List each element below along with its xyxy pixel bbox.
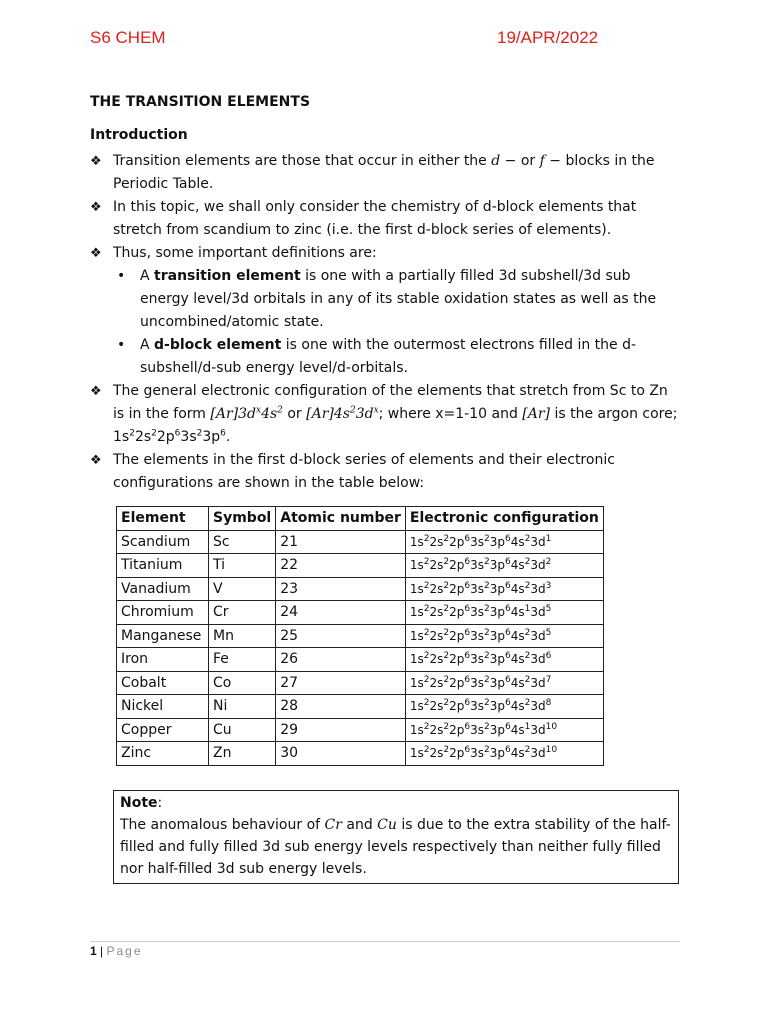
cell-electronic-configuration: $1s^22s^22p^63s^23p^64s^23d^2$ <box>405 554 603 578</box>
cell-symbol: Co <box>209 671 276 695</box>
cell-element: Scandium <box>117 530 209 554</box>
diamond-bullet-icon: ❖ <box>90 154 102 169</box>
footer-separator: | <box>96 944 107 958</box>
cell-element: Zinc <box>117 742 209 766</box>
cell-electronic-configuration: $1s^22s^22p^63s^23p^64s^13d^5$ <box>405 601 603 625</box>
formula-ar-3dx-4s2: $[Ar]3d^x4s^2$ <box>210 405 283 422</box>
cell-element: Cobalt <box>117 671 209 695</box>
cell-electronic-configuration: $1s^22s^22p^63s^23p^64s^23d^1$ <box>405 530 603 554</box>
page-title: THE TRANSITION ELEMENTS <box>90 94 311 110</box>
definition-d-block-element: • A d-block element is one with the outermost electrons filled in the d-subshell/d-sub energy level/d-orbitals. <box>90 334 680 380</box>
cell-element: Vanadium <box>117 577 209 601</box>
column-header-atomic-number: Atomic number <box>276 507 406 531</box>
column-header-element: Element <box>117 507 209 531</box>
column-header-symbol: Symbol <box>209 507 276 531</box>
cell-element: Nickel <box>117 695 209 719</box>
note-label: Note <box>120 795 158 811</box>
table-row <box>117 577 604 601</box>
footer-divider <box>90 941 680 942</box>
cell-symbol: Ti <box>209 554 276 578</box>
cell-atomic-number: 25 <box>276 624 406 648</box>
cell-atomic-number: 23 <box>276 577 406 601</box>
dot-bullet-icon: • <box>117 268 126 284</box>
page-number: 1 <box>90 944 97 958</box>
bullet-general-configuration: ❖ The general electronic configuration of the elements that stretch from Sc to Zn is in the form $[Ar]3d^x4s^2$ or $[Ar]4s^23d^x$; where x=1-10 and [Ar] is the argon core; $1s^22s^22p^63s^23p^6$. <box>90 380 680 449</box>
cell-electronic-configuration: $1s^22s^22p^63s^23p^64s^23d^6$ <box>405 648 603 672</box>
introduction-body <box>90 150 680 495</box>
cell-atomic-number: 27 <box>276 671 406 695</box>
formula-ar-4s2-3dx: $[Ar]4s^23d^x$ <box>306 405 379 422</box>
cell-symbol: Fe <box>209 648 276 672</box>
bullet-table-intro: ❖ The elements in the first d-block series of elements and their electronic configurations are shown in the table below: <box>90 449 680 495</box>
cell-electronic-configuration: $1s^22s^22p^63s^23p^64s^23d^5$ <box>405 624 603 648</box>
diamond-bullet-icon: ❖ <box>90 384 102 399</box>
cell-element: Iron <box>117 648 209 672</box>
page-footer <box>90 944 143 958</box>
diamond-bullet-icon: ❖ <box>90 453 102 468</box>
page-label: Page <box>106 944 143 958</box>
cell-symbol: Ni <box>209 695 276 719</box>
definition-transition-element: • A transition element is one with a partially filled 3d subshell/3d sub energy level/3d orbitals in any of its stable oxidation states as well as the uncombined/atomic state. <box>90 265 680 334</box>
cell-element: Chromium <box>117 601 209 625</box>
header-subject: S6 CHEM <box>90 28 166 47</box>
table-row <box>117 554 604 578</box>
cell-symbol: Zn <box>209 742 276 766</box>
note-text: The anomalous behaviour of Cr and Cu is due to the extra stability of the half-filled and fully filled 3d sub energy levels respectively than neither fully filled nor half-filled 3d sub energy levels. <box>120 817 671 877</box>
bullet-definitions-intro: ❖ Thus, some important definitions are: <box>90 242 680 265</box>
table-row <box>117 718 604 742</box>
cell-symbol: Sc <box>209 530 276 554</box>
cell-element: Manganese <box>117 624 209 648</box>
table-row <box>117 648 604 672</box>
note-box: Note: The anomalous behaviour of Cr and Cu is due to the extra stability of the half-filled and fully filled 3d sub energy levels respectively than neither fully filled nor half-filled 3d sub energy levels. <box>113 790 679 884</box>
cell-atomic-number: 22 <box>276 554 406 578</box>
bullet-scope: ❖ In this topic, we shall only consider the chemistry of d-block elements that stretch from scandium to zinc (i.e. the first d-block series of elements). <box>90 196 680 242</box>
diamond-bullet-icon: ❖ <box>90 246 102 261</box>
cell-symbol: Cr <box>209 601 276 625</box>
header-date: 19/APR/2022 <box>497 28 599 47</box>
cell-atomic-number: 21 <box>276 530 406 554</box>
cell-atomic-number: 28 <box>276 695 406 719</box>
cell-symbol: V <box>209 577 276 601</box>
cell-atomic-number: 30 <box>276 742 406 766</box>
cell-electronic-configuration: $1s^22s^22p^63s^23p^64s^23d^8$ <box>405 695 603 719</box>
table-header-row <box>117 507 604 531</box>
cell-electronic-configuration: $1s^22s^22p^63s^23p^64s^23d^{10}$ <box>405 742 603 766</box>
section-heading-introduction: Introduction <box>90 127 188 143</box>
diamond-bullet-icon: ❖ <box>90 200 102 215</box>
table-row <box>117 601 604 625</box>
table-row <box>117 671 604 695</box>
cell-atomic-number: 26 <box>276 648 406 672</box>
dot-bullet-icon: • <box>117 337 126 353</box>
table-row <box>117 530 604 554</box>
table-row <box>117 742 604 766</box>
cell-electronic-configuration: $1s^22s^22p^63s^23p^64s^23d^7$ <box>405 671 603 695</box>
column-header-electronic-configuration: Electronic configuration <box>405 507 603 531</box>
cell-electronic-configuration: $1s^22s^22p^63s^23p^64s^23d^3$ <box>405 577 603 601</box>
cell-atomic-number: 29 <box>276 718 406 742</box>
cell-element: Titanium <box>117 554 209 578</box>
cell-element: Copper <box>117 718 209 742</box>
electron-configuration-table <box>116 506 604 766</box>
cell-atomic-number: 24 <box>276 601 406 625</box>
cell-symbol: Mn <box>209 624 276 648</box>
table-row <box>117 624 604 648</box>
bullet-definition-transition: ❖ Transition elements are those that occur in either the d − or f − blocks in the Periodic Table. <box>90 150 680 196</box>
cell-symbol: Cu <box>209 718 276 742</box>
table-row <box>117 695 604 719</box>
cell-electronic-configuration: $1s^22s^22p^63s^23p^64s^13d^{10}$ <box>405 718 603 742</box>
